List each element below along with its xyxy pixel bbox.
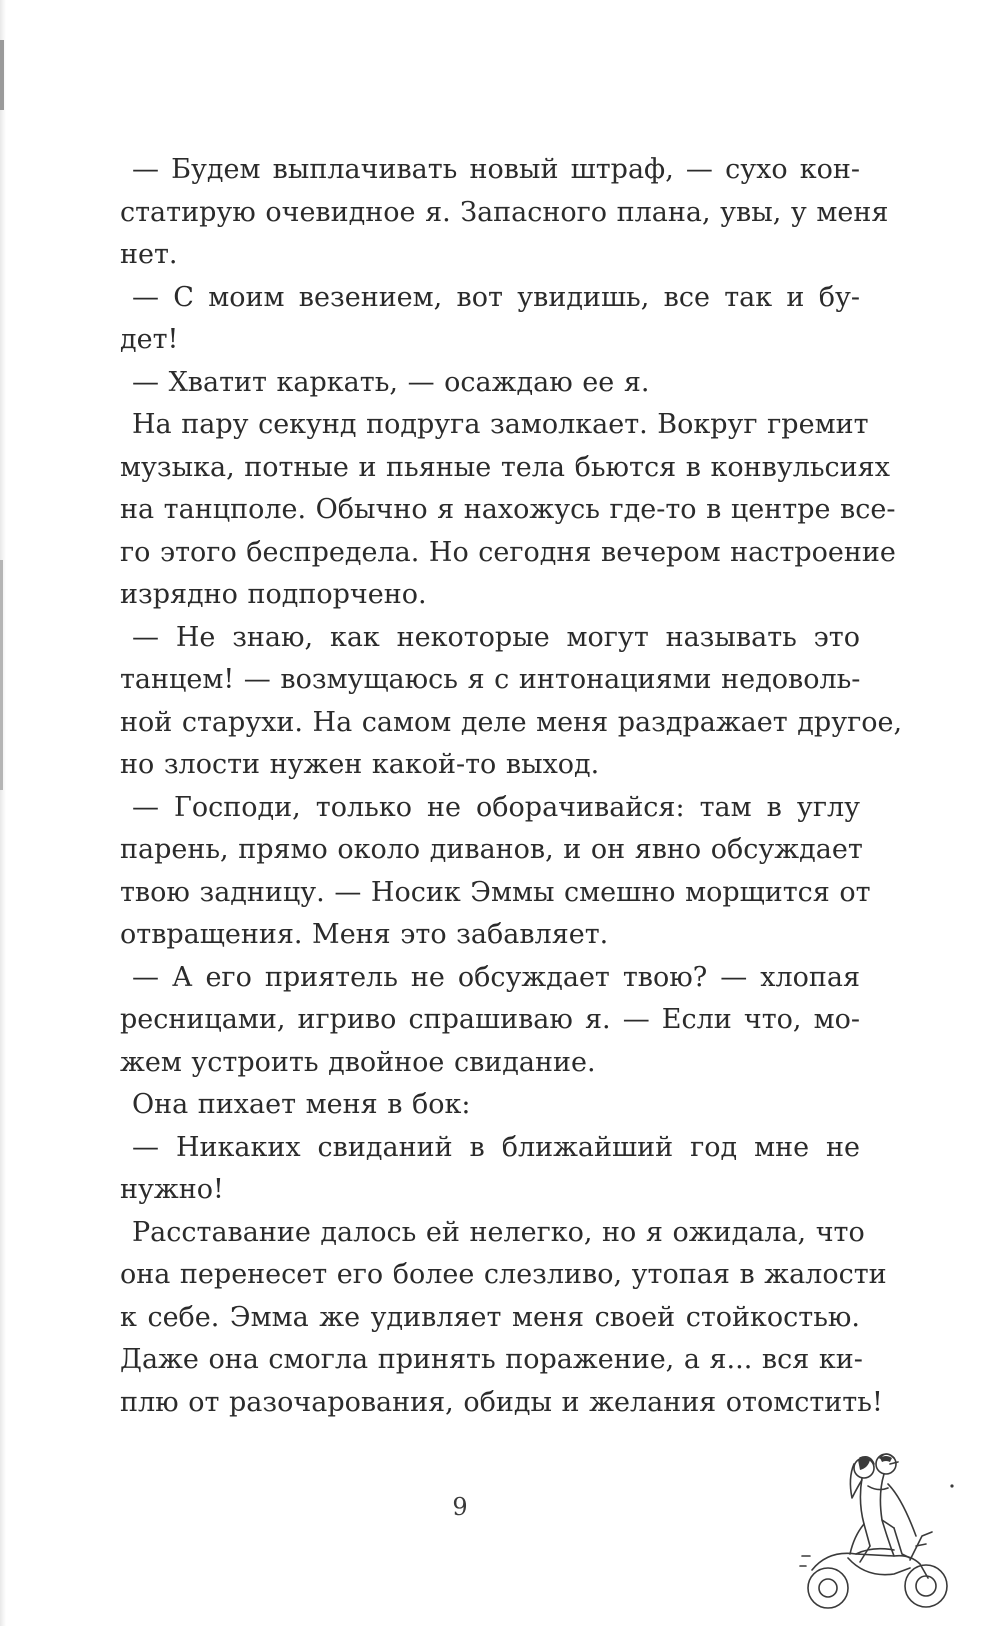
text-line: нужно! <box>120 1174 224 1205</box>
text-line: — Будем выплачивать новый штраф, — сухо кон- <box>132 154 860 185</box>
text-line: жем устроить двойное свидание. <box>120 1046 596 1078</box>
text-line: изрядно подпорчено. <box>120 579 427 610</box>
text-line: музыка, потные и пьяные тела бьются в конвульсиях <box>120 451 890 483</box>
text-line: дет! <box>120 324 179 355</box>
text-line: ной старухи. На самом деле меня раздражает другое, <box>120 706 903 738</box>
text-line: На пару секунд подруга замолкает. Вокруг гремит <box>132 409 869 440</box>
text-line: нет. <box>120 239 178 270</box>
text-line: Она пихает меня в бок: <box>132 1089 471 1120</box>
text-line: — С моим везением, вот увидишь, все так и бу- <box>132 281 860 313</box>
text-line: отвращения. Меня это забавляет. <box>120 919 609 950</box>
text-line: Даже она смогла принять поражение, а я... вся ки- <box>120 1344 863 1375</box>
scan-edge-mark <box>0 560 3 790</box>
couple-on-motorcycle-illustration <box>798 1428 968 1618</box>
text-line: к себе. Эмма же удивляет меня своей стойкостью. <box>120 1301 860 1333</box>
text-line: Расставание далось ей нелегко, но я ожидала, что <box>132 1216 865 1248</box>
text-line: парень, прямо около диванов, и он явно обсуждает <box>120 834 863 865</box>
text-line: статирую очевидное я. Запасного плана, увы, у меня <box>120 196 889 228</box>
text-line: танцем! — возмущаюсь я с интонациями недоволь- <box>120 664 861 695</box>
text-line: го этого беспредела. Но сегодня вечером настроение <box>120 536 896 568</box>
text-line: она перенесет его более слезливо, утопая в жалости <box>120 1259 887 1290</box>
text-line: на танцполе. Обычно я нахожусь где-то в центре все- <box>120 494 896 525</box>
text-line: — Никаких свиданий в ближайший год мне не <box>132 1131 860 1163</box>
body-text <box>120 149 903 1424</box>
text-line: но злости нужен какой-то выход. <box>120 749 600 780</box>
text-line: — Не знаю, как некоторые могут называть это <box>132 621 860 653</box>
scan-edge-mark <box>0 40 4 110</box>
text-line: — А его приятель не обсуждает твою? — хлопая <box>132 961 860 993</box>
page-number: 9 <box>452 1493 468 1521</box>
text-line: — Господи, только не оборачивайся: там в углу <box>132 791 860 823</box>
page-edge-shadow <box>0 0 6 1626</box>
text-line: ресницами, игриво спрашиваю я. — Если что, мо- <box>120 1004 860 1035</box>
text-line: плю от разочарования, обиды и желания отомстить! <box>120 1386 883 1418</box>
text-line: — Хватит каркать, — осаждаю ее я. <box>132 366 650 398</box>
text-line: твою задницу. — Носик Эммы смешно морщится от <box>120 876 871 908</box>
